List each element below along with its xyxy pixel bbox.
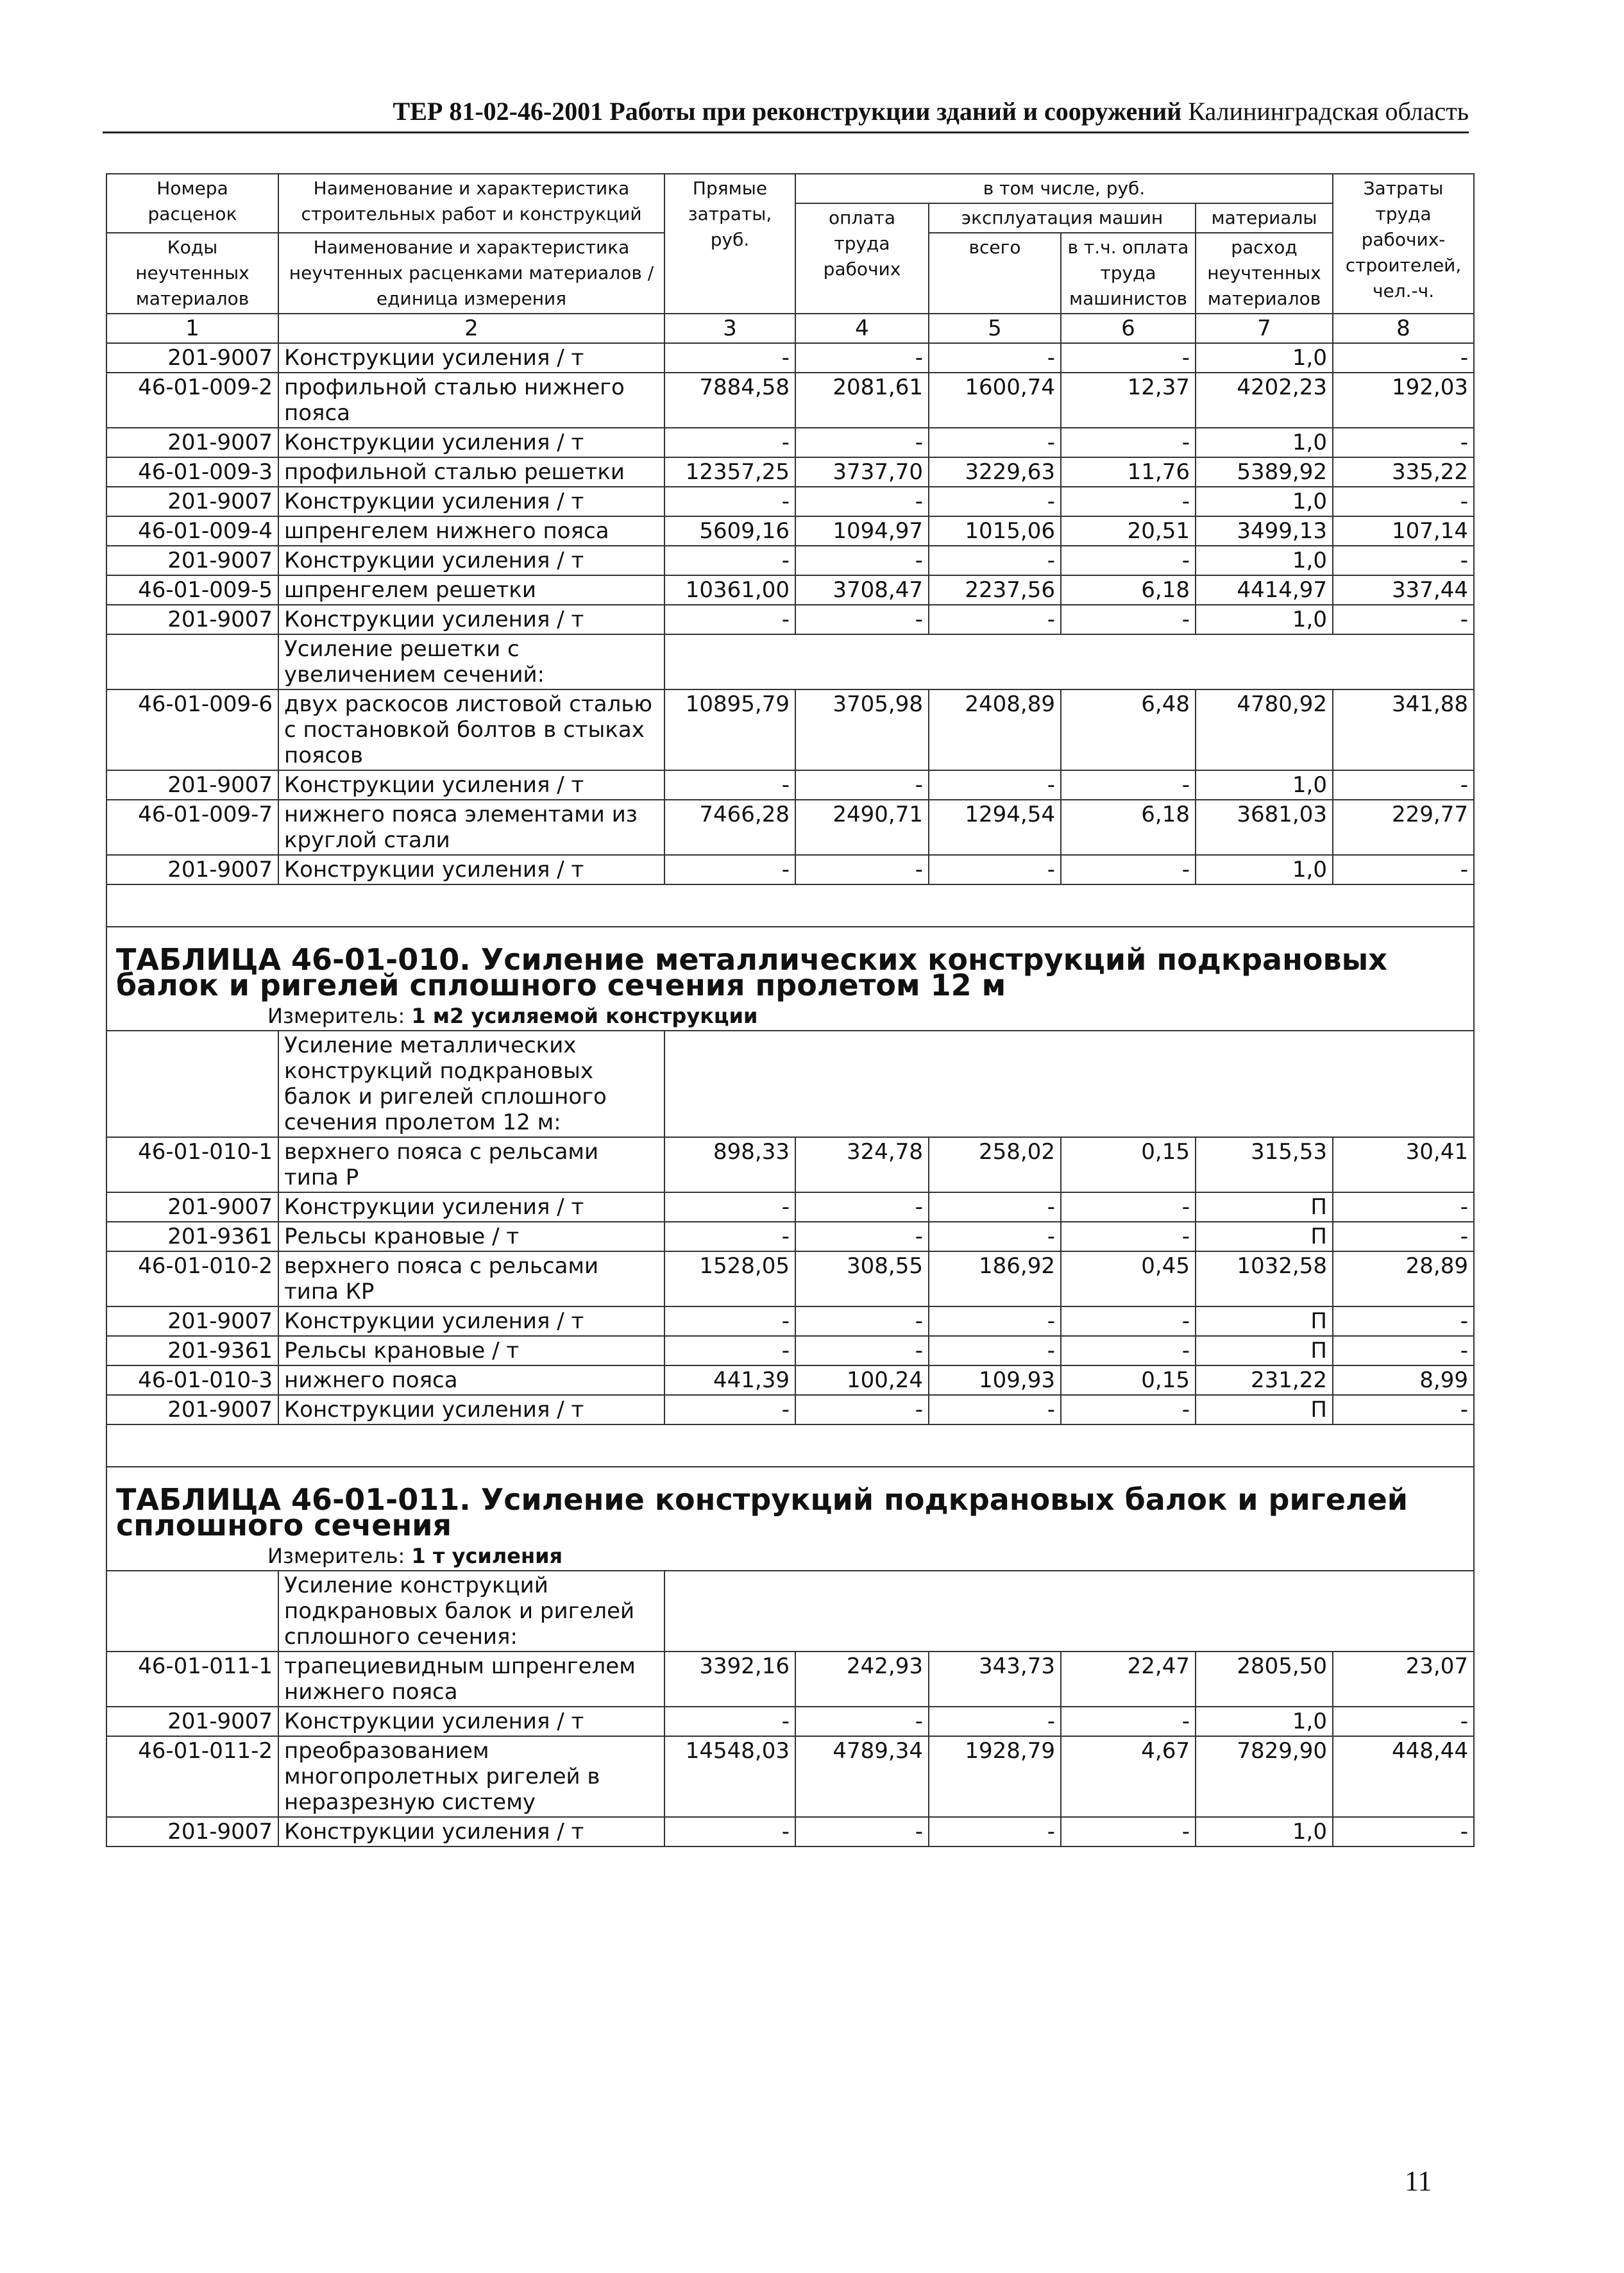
machines-total: -	[929, 487, 1061, 516]
rate-row	[106, 575, 1474, 605]
machines-total: 2408,89	[929, 689, 1061, 770]
direct-cost: -	[664, 855, 795, 884]
rate-code: 201-9007	[106, 1707, 278, 1736]
col8-header: Затраты труда рабочих-строителей, чел.-ч.	[1333, 174, 1474, 314]
rate-code: 201-9007	[106, 1395, 278, 1424]
col3-header: Прямые затраты, руб.	[664, 174, 795, 314]
machines-total: 109,93	[929, 1365, 1061, 1395]
machinists-pay: -	[1061, 1336, 1196, 1365]
work-name: Рельсы крановые / т	[278, 1336, 664, 1365]
labor-hours: -	[1333, 605, 1474, 634]
direct-cost: 1528,05	[664, 1251, 795, 1306]
machinists-pay: -	[1061, 1192, 1196, 1222]
labor-hours: 335,22	[1333, 457, 1474, 487]
labor-hours: 341,88	[1333, 689, 1474, 770]
material-row	[106, 855, 1474, 884]
labor-pay: -	[795, 343, 929, 373]
direct-cost: 441,39	[664, 1365, 795, 1395]
materials-value: П	[1196, 1222, 1333, 1251]
materials-value: 1,0	[1196, 1707, 1333, 1736]
machines-total: 1015,06	[929, 516, 1061, 546]
work-name: профильной сталью решетки	[278, 457, 664, 487]
direct-cost: 7884,58	[664, 373, 795, 428]
work-name: трапециевидным шпренгелем нижнего пояса	[278, 1652, 664, 1707]
work-name: Конструкции усиления / т	[278, 1192, 664, 1222]
materials-value: 7829,90	[1196, 1736, 1333, 1817]
labor-hours: -	[1333, 1817, 1474, 1846]
header-rule	[103, 131, 1469, 133]
rate-row	[106, 1652, 1474, 1707]
rate-code: 46-01-009-4	[106, 516, 278, 546]
labor-pay: 4789,34	[795, 1736, 929, 1817]
rate-code: 46-01-011-1	[106, 1652, 278, 1707]
work-name: профильной сталью нижнего пояса	[278, 373, 664, 428]
col4-header: оплата труда рабочих	[795, 203, 929, 314]
machines-total: 2237,56	[929, 575, 1061, 605]
materials-value: 1,0	[1196, 428, 1333, 457]
col1-bottom-header: Коды неучтенных материалов	[106, 233, 278, 314]
labor-hours: -	[1333, 1222, 1474, 1251]
materials-value: 1,0	[1196, 770, 1333, 800]
materials-value: 1,0	[1196, 605, 1333, 634]
table-title-row	[106, 927, 1474, 1002]
rate-code: 46-01-010-1	[106, 1137, 278, 1192]
machines-total: -	[929, 855, 1061, 884]
material-row	[106, 1336, 1474, 1365]
col-num: 1	[106, 314, 278, 343]
material-row	[106, 487, 1474, 516]
work-name: нижнего пояса элементами из круглой стали	[278, 800, 664, 855]
materials-value: 4202,23	[1196, 373, 1333, 428]
machines-total: 1928,79	[929, 1736, 1061, 1817]
measure-value: 1 т усиления	[411, 1544, 563, 1568]
work-name: Конструкции усиления / т	[278, 428, 664, 457]
rate-code: 201-9007	[106, 855, 278, 884]
table-title-row	[106, 1467, 1474, 1542]
work-name: верхнего пояса с рельсами типа КР	[278, 1251, 664, 1306]
rate-row	[106, 1137, 1474, 1192]
labor-hours: -	[1333, 343, 1474, 373]
machinists-pay: -	[1061, 1222, 1196, 1251]
machines-total: -	[929, 1395, 1061, 1424]
work-name: Рельсы крановые / т	[278, 1222, 664, 1251]
rate-code: 201-9361	[106, 1336, 278, 1365]
materials-value: П	[1196, 1306, 1333, 1336]
material-row	[106, 1707, 1474, 1736]
direct-cost: -	[664, 1192, 795, 1222]
machines-total: -	[929, 546, 1061, 575]
labor-pay: 308,55	[795, 1251, 929, 1306]
col2-top-header: Наименование и характеристика строительных работ и конструкций	[278, 174, 664, 233]
page-header	[103, 96, 1469, 126]
col-num: 6	[1061, 314, 1196, 343]
spacer	[106, 884, 1474, 927]
machines-total: -	[929, 1222, 1061, 1251]
labor-hours: 192,03	[1333, 373, 1474, 428]
machines-total: 186,92	[929, 1251, 1061, 1306]
direct-cost: 3392,16	[664, 1652, 795, 1707]
incl-header: в том числе, руб.	[795, 174, 1333, 203]
rate-code: 201-9361	[106, 1222, 278, 1251]
work-name: Конструкции усиления / т	[278, 343, 664, 373]
labor-pay: -	[795, 1817, 929, 1846]
labor-hours: -	[1333, 770, 1474, 800]
machinists-pay: 11,76	[1061, 457, 1196, 487]
col1-top-header: Номера расценок	[106, 174, 278, 233]
labor-hours: -	[1333, 546, 1474, 575]
rate-code: 46-01-011-2	[106, 1736, 278, 1817]
labor-hours: 107,14	[1333, 516, 1474, 546]
labor-pay: -	[795, 428, 929, 457]
materials-value: 1,0	[1196, 343, 1333, 373]
measure-row	[106, 1002, 1474, 1031]
rate-row	[106, 1251, 1474, 1306]
col2-bottom-header: Наименование и характеристика неучтенных расценками материалов / единица измерения	[278, 233, 664, 314]
machinists-pay: 6,18	[1061, 800, 1196, 855]
materials-value: 3499,13	[1196, 516, 1333, 546]
labor-pay: -	[795, 1306, 929, 1336]
labor-hours: 448,44	[1333, 1736, 1474, 1817]
direct-cost: -	[664, 487, 795, 516]
machines-total: 1600,74	[929, 373, 1061, 428]
materials-value: П	[1196, 1192, 1333, 1222]
material-row	[106, 770, 1474, 800]
materials-value: П	[1196, 1336, 1333, 1365]
machinists-pay: -	[1061, 770, 1196, 800]
work-name: шпренгелем решетки	[278, 575, 664, 605]
col-num: 5	[929, 314, 1061, 343]
labor-pay: -	[795, 770, 929, 800]
machines-total: -	[929, 1817, 1061, 1846]
direct-cost: -	[664, 1336, 795, 1365]
labor-pay: -	[795, 1707, 929, 1736]
work-name: Конструкции усиления / т	[278, 855, 664, 884]
machinists-pay: -	[1061, 1395, 1196, 1424]
direct-cost: -	[664, 343, 795, 373]
measure-line	[106, 1002, 1474, 1031]
group-label: Усиление металлических конструкций подкрановых балок и ригелей сплошного сечения пролетом 12 м:	[278, 1031, 664, 1137]
empty-cell	[106, 634, 278, 689]
rate-code: 46-01-009-5	[106, 575, 278, 605]
materials-value: 231,22	[1196, 1365, 1333, 1395]
direct-cost: 5609,16	[664, 516, 795, 546]
measure-line	[106, 1542, 1474, 1571]
group-row-1	[106, 634, 1474, 689]
machinists-pay: -	[1061, 546, 1196, 575]
spacer-row	[106, 1424, 1474, 1467]
empty-cell	[664, 1031, 1474, 1137]
material-row	[106, 428, 1474, 457]
rate-code: 46-01-009-3	[106, 457, 278, 487]
direct-cost: -	[664, 770, 795, 800]
labor-pay: 3708,47	[795, 575, 929, 605]
machinists-pay: -	[1061, 487, 1196, 516]
direct-cost: -	[664, 1395, 795, 1424]
labor-hours: -	[1333, 487, 1474, 516]
group-label: Усиление решетки с увеличением сечений:	[278, 634, 664, 689]
work-name: преобразованием многопролетных ригелей в неразрезную систему	[278, 1736, 664, 1817]
labor-pay: -	[795, 546, 929, 575]
machinists-pay: 4,67	[1061, 1736, 1196, 1817]
material-row	[106, 1817, 1474, 1846]
materials-value: 1,0	[1196, 546, 1333, 575]
labor-pay: 100,24	[795, 1365, 929, 1395]
materials-value: 2805,50	[1196, 1652, 1333, 1707]
table-title: ТАБЛИЦА 46-01-010. Усиление металлических конструкций подкрановых балок и ригелей сплошного сечения пролетом 12 м	[106, 927, 1474, 1002]
material-row	[106, 1192, 1474, 1222]
rate-code: 201-9007	[106, 1817, 278, 1846]
price-table	[106, 173, 1475, 1847]
rate-row	[106, 1365, 1474, 1395]
col5-header: всего	[929, 233, 1061, 314]
rate-row	[106, 1736, 1474, 1817]
measure-label: Измеритель:	[267, 1544, 405, 1568]
col-num: 7	[1196, 314, 1333, 343]
labor-pay: -	[795, 1336, 929, 1365]
machinists-pay: 22,47	[1061, 1652, 1196, 1707]
labor-pay: -	[795, 1222, 929, 1251]
direct-cost: -	[664, 1817, 795, 1846]
rate-row	[106, 689, 1474, 770]
rate-code: 201-9007	[106, 487, 278, 516]
group-row-010	[106, 1031, 1474, 1137]
labor-hours: 337,44	[1333, 575, 1474, 605]
labor-pay: 1094,97	[795, 516, 929, 546]
rate-code: 201-9007	[106, 428, 278, 457]
rate-code: 201-9007	[106, 546, 278, 575]
labor-pay: 3705,98	[795, 689, 929, 770]
labor-hours: 8,99	[1333, 1365, 1474, 1395]
direct-cost: -	[664, 1306, 795, 1336]
spacer-row	[106, 884, 1474, 927]
table-title: ТАБЛИЦА 46-01-011. Усиление конструкций подкрановых балок и ригелей сплошного сечения	[106, 1467, 1474, 1542]
labor-hours: -	[1333, 428, 1474, 457]
labor-pay: 2081,61	[795, 373, 929, 428]
direct-cost: 10895,79	[664, 689, 795, 770]
machinists-pay: 0,15	[1061, 1365, 1196, 1395]
machines-total: -	[929, 1306, 1061, 1336]
materials-value: 315,53	[1196, 1137, 1333, 1192]
materials-value: 4414,97	[1196, 575, 1333, 605]
machinists-pay: -	[1061, 1306, 1196, 1336]
machinists-pay: -	[1061, 855, 1196, 884]
material-row	[106, 1395, 1474, 1424]
machines-total: 3229,63	[929, 457, 1061, 487]
machinists-pay: -	[1061, 605, 1196, 634]
empty-cell	[106, 1031, 278, 1137]
page-number: 11	[1405, 2165, 1432, 2197]
header-title: ТЕР 81-02-46-2001 Работы при реконструкции зданий и сооружений	[393, 97, 1182, 126]
machines-total: -	[929, 1192, 1061, 1222]
rate-row	[106, 373, 1474, 428]
direct-cost: -	[664, 1222, 795, 1251]
spacer	[106, 1424, 1474, 1467]
machinists-pay: 0,45	[1061, 1251, 1196, 1306]
rate-code: 201-9007	[106, 1306, 278, 1336]
col-num: 8	[1333, 314, 1474, 343]
work-name: Конструкции усиления / т	[278, 1306, 664, 1336]
machines-total: 1294,54	[929, 800, 1061, 855]
rate-code: 46-01-009-7	[106, 800, 278, 855]
labor-pay: 242,93	[795, 1652, 929, 1707]
work-name: шпренгелем нижнего пояса	[278, 516, 664, 546]
rate-code: 46-01-009-2	[106, 373, 278, 428]
work-name: нижнего пояса	[278, 1365, 664, 1395]
col6-header: в т.ч. оплата труда машинистов	[1061, 233, 1196, 314]
materials-value: 5389,92	[1196, 457, 1333, 487]
labor-hours: 229,77	[1333, 800, 1474, 855]
labor-pay: 3737,70	[795, 457, 929, 487]
machinists-pay: -	[1061, 343, 1196, 373]
materials-value: П	[1196, 1395, 1333, 1424]
machines-total: -	[929, 1336, 1061, 1365]
direct-cost: 10361,00	[664, 575, 795, 605]
materials-value: 1,0	[1196, 487, 1333, 516]
direct-cost: 14548,03	[664, 1736, 795, 1817]
rate-code: 201-9007	[106, 1192, 278, 1222]
labor-hours: 23,07	[1333, 1652, 1474, 1707]
work-name: Конструкции усиления / т	[278, 1707, 664, 1736]
labor-hours: -	[1333, 1707, 1474, 1736]
machines-total: 343,73	[929, 1652, 1061, 1707]
labor-pay: -	[795, 605, 929, 634]
direct-cost: 898,33	[664, 1137, 795, 1192]
machines-total: -	[929, 770, 1061, 800]
work-name: Конструкции усиления / т	[278, 487, 664, 516]
labor-pay: -	[795, 1395, 929, 1424]
col7-header: расход неучтенных материалов	[1196, 233, 1333, 314]
empty-cell	[106, 1571, 278, 1652]
rate-code: 46-01-010-3	[106, 1365, 278, 1395]
direct-cost: -	[664, 1707, 795, 1736]
empty-cell	[664, 1571, 1474, 1652]
labor-hours: -	[1333, 855, 1474, 884]
material-row	[106, 1306, 1474, 1336]
machines-header: эксплуатация машин	[929, 203, 1196, 233]
machines-total: 258,02	[929, 1137, 1061, 1192]
group-row-011	[106, 1571, 1474, 1652]
rate-row	[106, 800, 1474, 855]
work-name: верхнего пояса с рельсами типа Р	[278, 1137, 664, 1192]
labor-hours: -	[1333, 1336, 1474, 1365]
rate-code: 46-01-010-2	[106, 1251, 278, 1306]
work-name: Конструкции усиления / т	[278, 770, 664, 800]
rate-code: 201-9007	[106, 770, 278, 800]
materials-header: материалы	[1196, 203, 1333, 233]
machinists-pay: 6,48	[1061, 689, 1196, 770]
labor-pay: 324,78	[795, 1137, 929, 1192]
materials-value: 4780,92	[1196, 689, 1333, 770]
labor-pay: -	[795, 487, 929, 516]
col-num: 4	[795, 314, 929, 343]
labor-hours: -	[1333, 1395, 1474, 1424]
machinists-pay: -	[1061, 1707, 1196, 1736]
material-row	[106, 1222, 1474, 1251]
machines-total: -	[929, 343, 1061, 373]
rate-code: 201-9007	[106, 343, 278, 373]
header-region: Калининградская область	[1188, 97, 1469, 126]
work-name: Конструкции усиления / т	[278, 546, 664, 575]
work-name: Конструкции усиления / т	[278, 1817, 664, 1846]
machinists-pay: 20,51	[1061, 516, 1196, 546]
direct-cost: 7466,28	[664, 800, 795, 855]
labor-pay: -	[795, 1192, 929, 1222]
rate-code: 201-9007	[106, 605, 278, 634]
work-name: Конструкции усиления / т	[278, 1395, 664, 1424]
machinists-pay: 0,15	[1061, 1137, 1196, 1192]
materials-value: 3681,03	[1196, 800, 1333, 855]
direct-cost: -	[664, 605, 795, 634]
col-num: 3	[664, 314, 795, 343]
machinists-pay: 6,18	[1061, 575, 1196, 605]
material-row	[106, 546, 1474, 575]
labor-hours: 30,41	[1333, 1137, 1474, 1192]
rate-row	[106, 516, 1474, 546]
machines-total: -	[929, 1707, 1061, 1736]
machines-total: -	[929, 428, 1061, 457]
empty-cell	[664, 634, 1474, 689]
labor-pay: 2490,71	[795, 800, 929, 855]
materials-value: 1032,58	[1196, 1251, 1333, 1306]
machinists-pay: 12,37	[1061, 373, 1196, 428]
machines-total: -	[929, 605, 1061, 634]
measure-value: 1 м2 усиляемой конструкции	[411, 1004, 758, 1028]
materials-value: 1,0	[1196, 1817, 1333, 1846]
rate-code: 46-01-009-6	[106, 689, 278, 770]
rate-row	[106, 457, 1474, 487]
machinists-pay: -	[1061, 1817, 1196, 1846]
labor-pay: -	[795, 855, 929, 884]
direct-cost: 12357,25	[664, 457, 795, 487]
labor-hours: -	[1333, 1306, 1474, 1336]
measure-label: Измеритель:	[267, 1004, 405, 1028]
col-num: 2	[278, 314, 664, 343]
group-label: Усиление конструкций подкрановых балок и ригелей сплошного сечения:	[278, 1571, 664, 1652]
machinists-pay: -	[1061, 428, 1196, 457]
direct-cost: -	[664, 546, 795, 575]
direct-cost: -	[664, 428, 795, 457]
work-name: Конструкции усиления / т	[278, 605, 664, 634]
material-row	[106, 605, 1474, 634]
work-name: двух раскосов листовой сталью с постановкой болтов в стыках поясов	[278, 689, 664, 770]
column-number-row	[106, 314, 1474, 343]
materials-value: 1,0	[1196, 855, 1333, 884]
labor-hours: 28,89	[1333, 1251, 1474, 1306]
measure-row	[106, 1542, 1474, 1571]
header-row-1	[106, 174, 1474, 203]
labor-hours: -	[1333, 1192, 1474, 1222]
material-row	[106, 343, 1474, 373]
